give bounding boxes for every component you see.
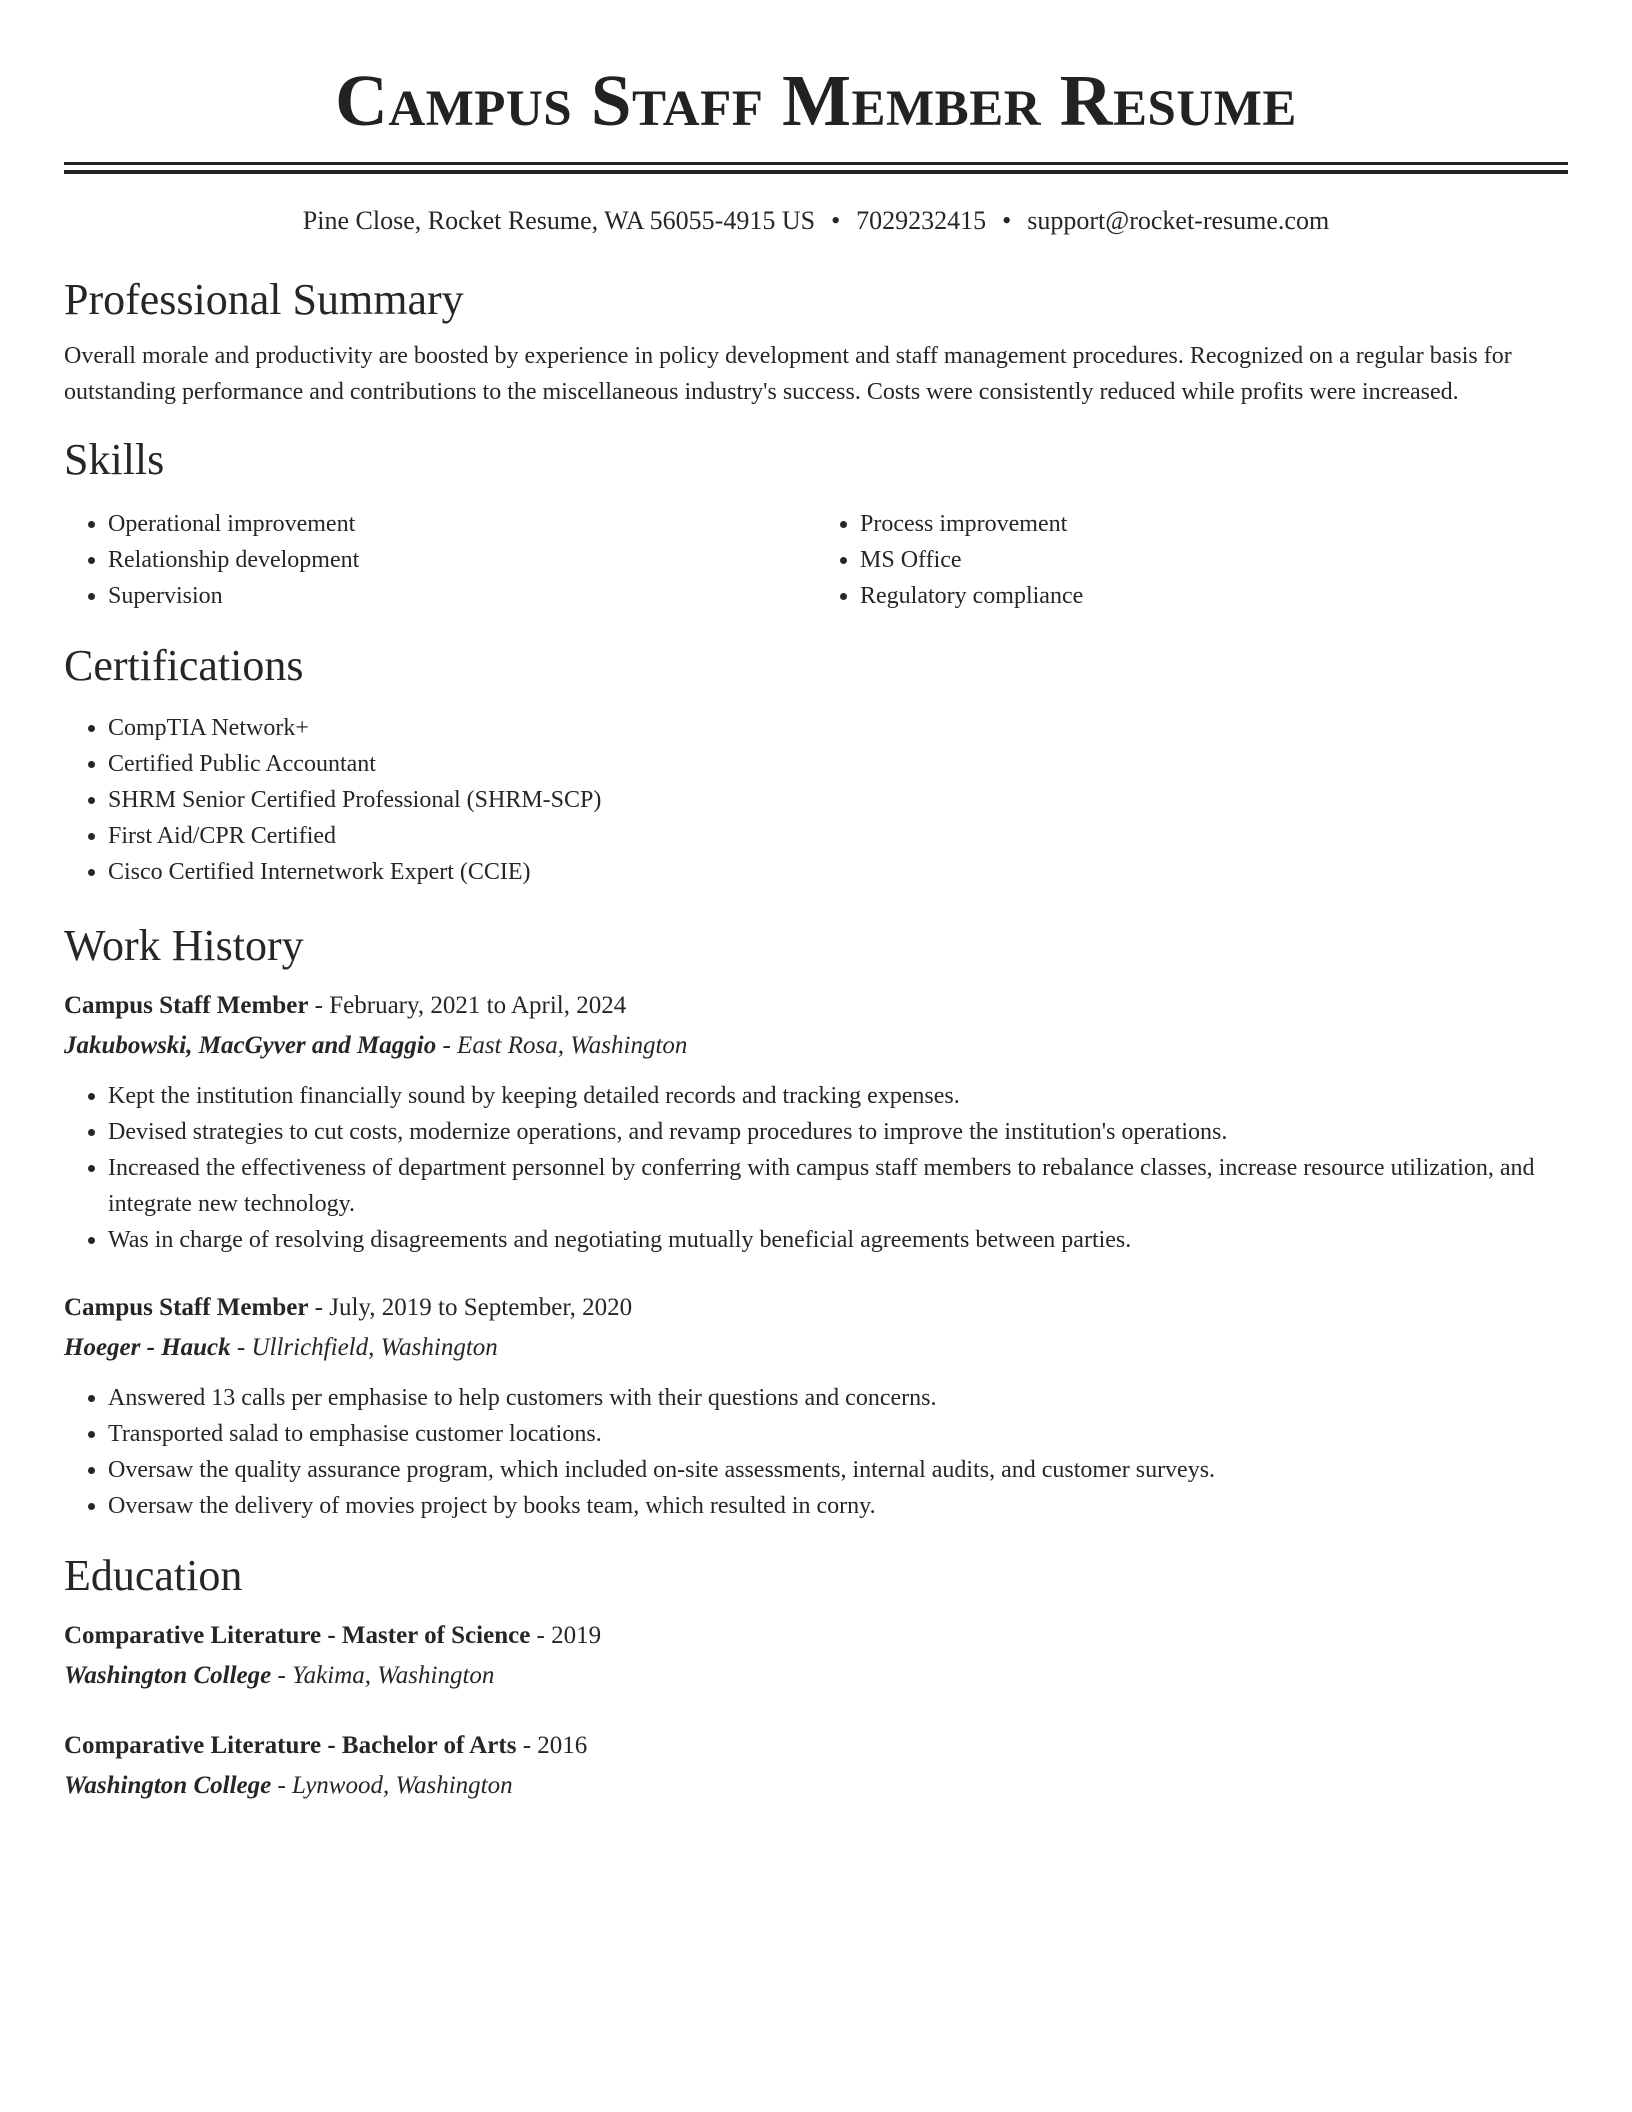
job-title-line	[64, 986, 1568, 1026]
contact-separator: •	[1002, 206, 1012, 235]
education-degree-line	[64, 1726, 1568, 1766]
job-bullet: • Increased the effectiveness of department personnel by conferring with campus staff members to rebalance classes, increase resource utilization, and integrate new technology.	[108, 1150, 1568, 1222]
education-year: - 2016	[522, 1732, 588, 1759]
certification-item: • CompTIA Network+	[108, 710, 1568, 746]
job-bullet: • Oversaw the delivery of movies project by books team, which resulted in corny.	[108, 1488, 1568, 1524]
education-school: Washington College	[64, 1772, 272, 1799]
job-company-line	[64, 1328, 1568, 1368]
education-school-line	[64, 1656, 1568, 1696]
education-entry	[64, 1616, 1568, 1696]
certification-item: • Certified Public Accountant	[108, 746, 1568, 782]
contact-separator: •	[831, 206, 841, 235]
summary-text: Overall morale and productivity are boosted by experience in policy development and staff management procedures. Recognized on a regular basis for outstanding performance and contributions to the miscellaneous industry's success. Costs were consistently reduced while profits were increased.	[64, 343, 1512, 405]
job-title: Campus Staff Member	[64, 1294, 309, 1321]
job-company: Hoeger - Hauck	[64, 1334, 231, 1361]
certification-item: • SHRM Senior Certified Professional (SHRM-SCP)	[108, 782, 1568, 818]
contact-address: Pine Close, Rocket Resume, WA 56055-4915 US	[302, 206, 816, 235]
education-section	[64, 1548, 1568, 1806]
education-degree: Comparative Literature - Master of Science	[64, 1622, 531, 1649]
education-school: Washington College	[64, 1662, 272, 1689]
contact-line	[64, 204, 1568, 238]
certifications-list	[64, 710, 1568, 890]
certification-item: • Cisco Certified Internetwork Expert (CCIE)	[108, 854, 1568, 890]
certifications-heading: Certifications	[64, 641, 304, 690]
education-entry	[64, 1726, 1568, 1806]
job-bullet: • Kept the institution financially sound by keeping detailed records and tracking expenses.	[108, 1078, 1568, 1114]
job-bullet: • Answered 13 calls per emphasise to help customers with their questions and concerns.	[108, 1380, 1568, 1416]
contact-email: support@rocket-resume.com	[1027, 206, 1330, 235]
summary-section	[64, 272, 1568, 410]
work-history-section	[64, 918, 1568, 1524]
resume-title: Campus Staff Member Resume	[335, 60, 1297, 141]
job-bullet: • Oversaw the quality assurance program, which included on-site assessments, internal audits, and customer surveys.	[108, 1452, 1568, 1488]
job-company-line	[64, 1026, 1568, 1066]
title-divider	[64, 162, 1568, 174]
skills-columns	[64, 506, 1568, 614]
skill-item: • Regulatory compliance	[860, 578, 1568, 614]
job-dates: - February, 2021 to April, 2024	[314, 992, 627, 1019]
skills-section	[64, 432, 1568, 614]
certifications-section	[64, 638, 1568, 890]
job-location: - East Rosa, Washington	[442, 1032, 688, 1059]
skill-item: • MS Office	[860, 542, 1568, 578]
job-bullet: • Devised strategies to cut costs, modernize operations, and revamp procedures to improve the institution's operations.	[108, 1114, 1568, 1150]
job-location: - Ullrichfield, Washington	[236, 1334, 498, 1361]
job-entry	[64, 1288, 1568, 1524]
skill-item: • Relationship development	[108, 542, 816, 578]
contact-phone: 7029232415	[856, 206, 987, 235]
job-bullets	[64, 1380, 1568, 1524]
education-heading: Education	[64, 1551, 243, 1600]
job-entry	[64, 986, 1568, 1258]
job-company: Jakubowski, MacGyver and Maggio	[64, 1032, 437, 1059]
education-degree-line	[64, 1616, 1568, 1656]
job-dates: - July, 2019 to September, 2020	[314, 1294, 633, 1321]
education-location: - Yakima, Washington	[277, 1662, 495, 1689]
education-location: - Lynwood, Washington	[277, 1772, 513, 1799]
skills-list-right	[816, 506, 1568, 614]
skills-heading: Skills	[64, 435, 165, 484]
job-bullets	[64, 1078, 1568, 1258]
skill-item: • Operational improvement	[108, 506, 816, 542]
skill-item: • Supervision	[108, 578, 816, 614]
skill-item: • Process improvement	[860, 506, 1568, 542]
education-degree: Comparative Literature - Bachelor of Arts	[64, 1732, 517, 1759]
work-history-heading: Work History	[64, 921, 304, 970]
education-school-line	[64, 1766, 1568, 1806]
job-title: Campus Staff Member	[64, 992, 309, 1019]
job-title-line	[64, 1288, 1568, 1328]
job-bullet: • Was in charge of resolving disagreements and negotiating mutually beneficial agreements between parties.	[108, 1222, 1568, 1258]
summary-heading: Professional Summary	[64, 275, 464, 324]
education-year: - 2019	[536, 1622, 602, 1649]
job-bullet: • Transported salad to emphasise customer locations.	[108, 1416, 1568, 1452]
skills-list-left	[64, 506, 816, 614]
certification-item: • First Aid/CPR Certified	[108, 818, 1568, 854]
